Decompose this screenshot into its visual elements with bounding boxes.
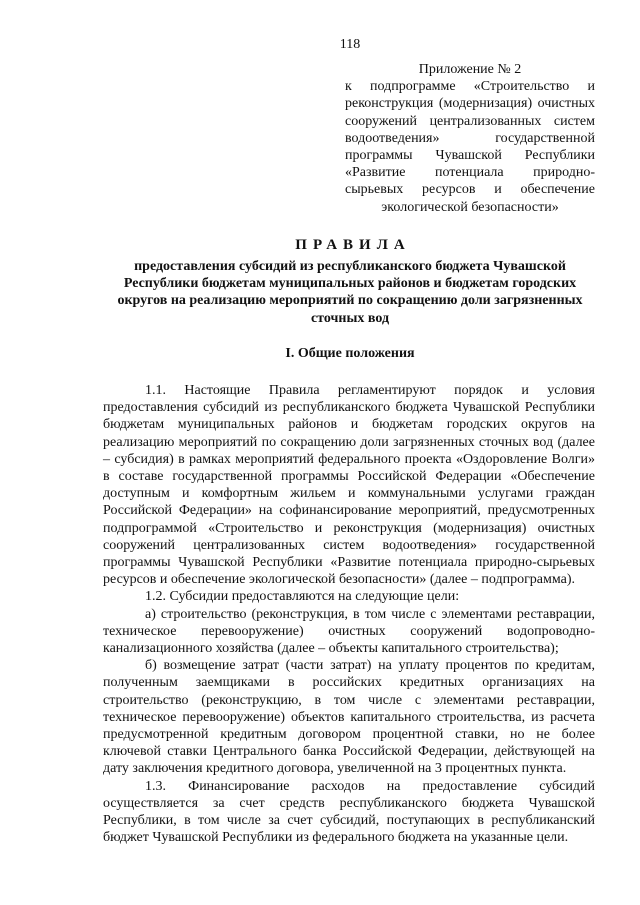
appendix-text: к подпрограмме «Строительство и реконструкция (модернизация) очистных сооружений централизованных систем водоотведения» государственной программы Чувашской Республики «Развитие потенциала природно-сырьевых ресурсов и обеспечение экологической безопасности»: [345, 79, 595, 215]
paragraph-1-2: 1.2. Субсидии предоставляются на следующие цели:: [145, 589, 460, 605]
paragraph-1-2-b: б) возмещение затрат (части затрат) на уплату процентов по кредитам, полученным заемщиками в российских кредитных организациях на строительство (реконструкцию, в том числе с элементами реставрации, техническое перевооружение) объектов капитального строительства, из расчета предусмотренной кредитным договором процентной ставки, но не более ключевой ставки Центрального банка Российской Федерации, действующей на дату заключения кредитного договора, увеличенной на 3 процентных пункта.: [103, 658, 595, 777]
paragraph-1-1: 1.1. Настоящие Правила регламентируют порядок и условия предоставления субсидий из республиканского бюджета Чувашской Республики бюджетам муниципальных районов и бюджетам городских округов на реализацию мероприятий по сокращению доли загрязненных сточных вод (далее – субсидия) в рамках мероприятий федерального проекта «Оздоровление Волги» в составе государственной программы Российской Федерации «Обеспечение доступным и комфортным жильем и коммунальными услугами граждан Российской Федерации» на софинансирование мероприятий, предусмотренных подпрограммой «Строительство и реконструкция (модернизация) очистных сооружений централизованных систем водоотведения» государственной программы Чувашской Республики «Развитие потенциала природно-сырьевых ресурсов и обеспечение экологической безопасности» (далее – подпрограмма).: [103, 383, 595, 588]
paragraph-1-2-a: а) строительство (реконструкция, в том числе с элементами реставрации, техническое перевооружение) очистных сооружений водопроводно-канализационного хозяйства (далее – объекты капитального строительства);: [103, 606, 595, 657]
appendix-title: Приложение № 2: [418, 62, 522, 77]
page-number: 118: [339, 37, 361, 52]
paragraph-1-3: 1.3. Финансирование расходов на предоставление субсидий осуществляется за счет средств республиканского бюджета Чувашской Республики, в том числе за счет субсидий, поступающих в республиканский бюджет Чувашской Республики из федерального бюджета на указанные цели.: [103, 778, 595, 846]
rules-subtitle: предоставления субсидий из республиканского бюджета Чувашской Республики бюджетам муниципальных районов и бюджетам городских округов на реализацию мероприятий по сокращению доли загрязненных сточных вод: [117, 259, 583, 326]
appendix-block: [345, 61, 595, 216]
section-title: I. Общие положения: [285, 346, 415, 361]
rules-header: [100, 235, 600, 327]
document-body: [103, 382, 595, 846]
rules-heading: ПРАВИЛА: [295, 237, 411, 253]
